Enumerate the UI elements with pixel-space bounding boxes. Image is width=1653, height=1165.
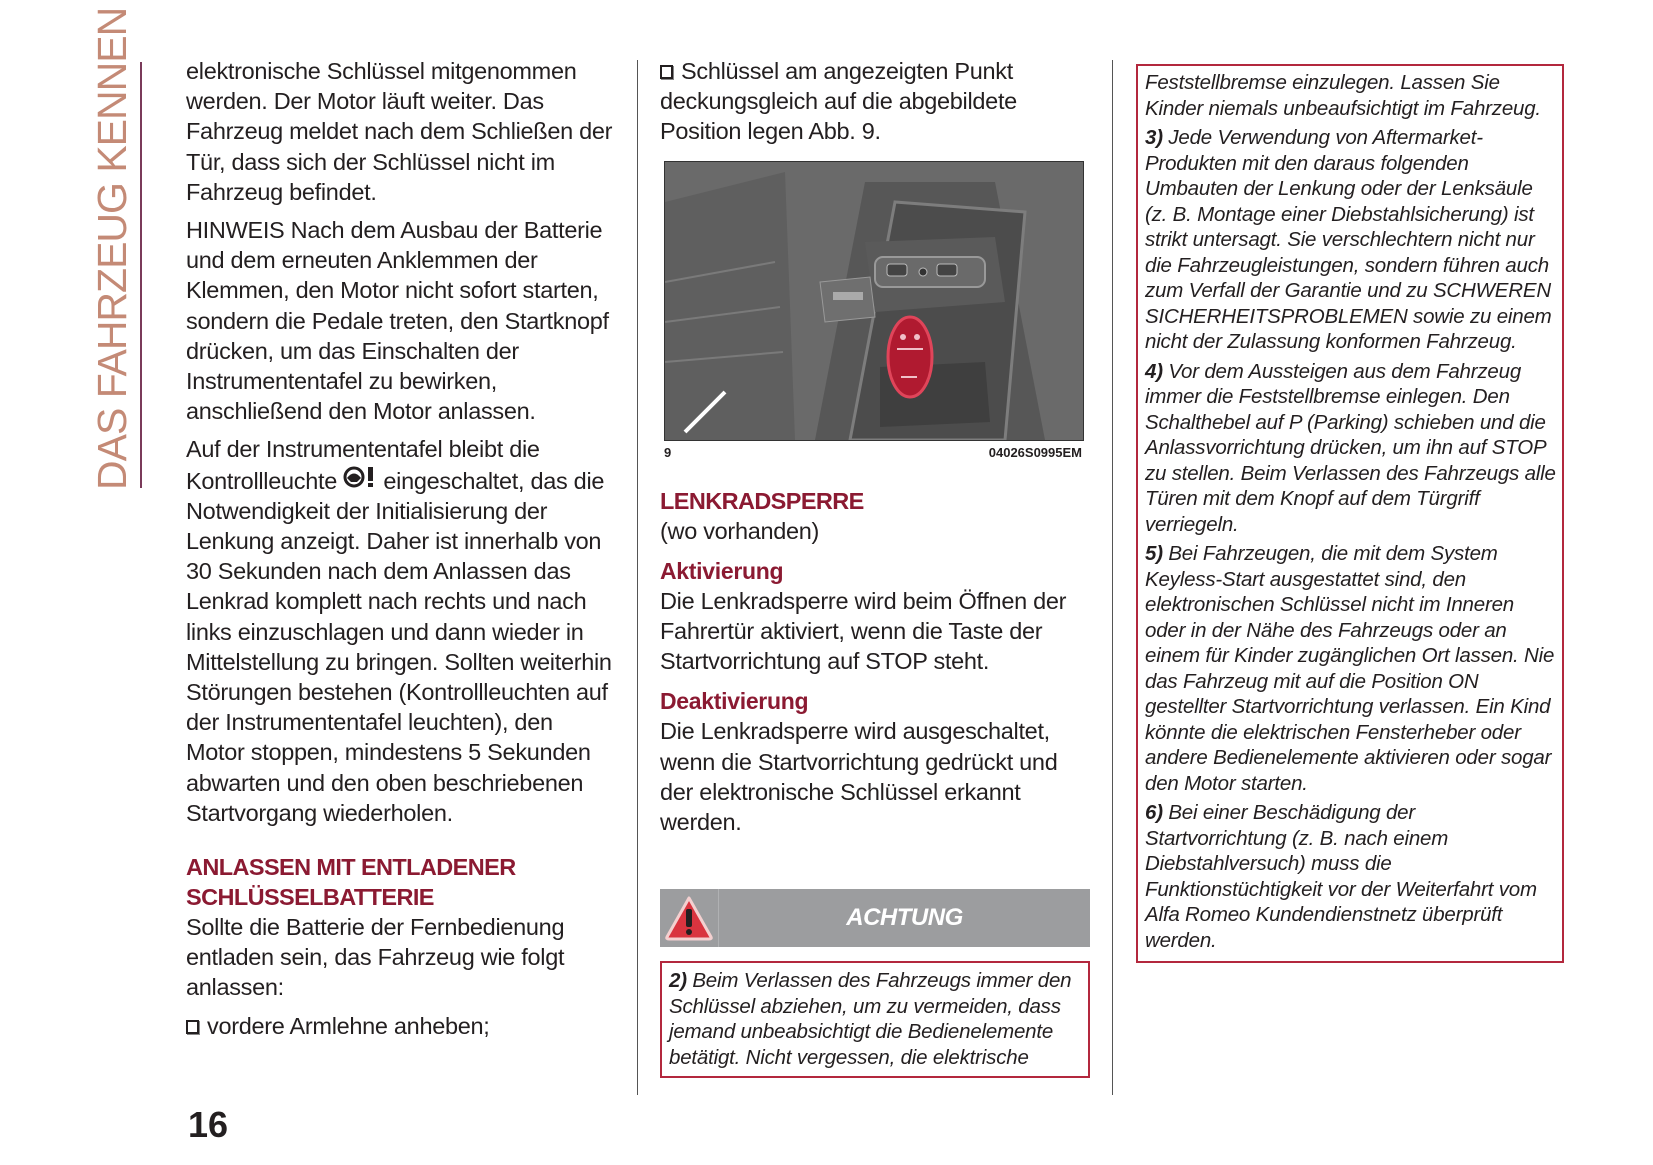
section-side-title bbox=[89, 7, 142, 490]
warning-item: 4) Vor dem Aussteigen aus dem Fahrzeug immer die Feststellbremse einlegen. Den Schalthebel auf P (Parking) schieben und die Anlassvorrichtung drücken, um ihn auf STOP zu stellen. Beim Verlassen des Fahrzeugs alle Türen mit dem Knopf auf dem Türgriff verriegeln. bbox=[1145, 359, 1556, 536]
checkbox-bullet-icon bbox=[186, 1020, 199, 1034]
side-title-text: DAS FAHRZEUG KENNEN bbox=[89, 7, 135, 490]
paragraph-hinweis: HINWEIS Nach dem Ausbau der Batterie und dem erneuten Anklemmen der Klemmen, den Motor nicht sofort starten, sondern die Pedale treten, den Startknopf drücken, um das Einschalten der Instrumententafel zu bewirken, anschließend den Motor anlassen. bbox=[186, 217, 609, 425]
warning-item: 3) Jede Verwendung von Aftermarket-Produkten mit den daraus folgenden Umbauten der Lenkung oder der Lenksäule (z. B. Montage einer Diebstahlsicherung) ist strikt untersagt. Sie verschlechtern nicht nur die Fahrzeugleistungen, sondern führen auch zum Verfall der Garantie und zu SCHWEREN SICHERHEITSPROBLEMEN sowie zu einem nicht der Zulassung konformen Fahrzeug. bbox=[1145, 126, 1552, 353]
column-2 bbox=[660, 56, 1090, 1078]
warning-item: 6) Bei einer Beschädigung der Startvorrichtung (z. B. nach einem Diebstahlversuch) muss die Funktionstüchtigkeit vor der Weiterfahrt vom Alfa Romeo Kundendienstnetz überprüft werden. bbox=[1145, 801, 1537, 952]
paragraph: Die Lenkradsperre wird beim Öffnen der Fahrertür aktiviert, wenn die Taste der Startvorrichtung auf STOP steht. bbox=[660, 587, 1067, 675]
checkbox-bullet-icon bbox=[660, 65, 673, 79]
section-heading: ANLASSEN MIT ENTLADENER SCHLÜSSELBATTERIE bbox=[186, 854, 516, 911]
warning-item: 5) Bei Fahrzeugen, die mit dem System Keyless-Start ausgestattet sind, den elektronischen Schlüssel nicht im Inneren oder in der Nähe des Fahrzeugs oder an einem für Kinder zugänglichen Ort lassen. Nie das Fahrzeug mit auf die Position ON gestellter Startvorrichtung verlassen. Ein Kind könnte die elektrischen Fensterheber oder andere Bedienelemente aktivieren oder sogar den Motor starten. bbox=[1145, 542, 1555, 795]
column-divider bbox=[1112, 60, 1113, 1095]
paragraph-warning-light: Auf der Instrumententafel bleibt die Kontrollleuchte eingeschaltet, das die Notwendigkeit der Initialisierung der Lenkung anzeigt. Daher ist innerhalb von 30 Sekunden nach dem Anlassen das Lenkrad komplett nach rechts und nach links einzuschlagen und dann wieder in Mittelstellung zu bringen. Sollten weiterhin Störungen bestehen (Kontrollleuchten auf der Instrumententafel leuchten), den Motor stoppen, mindestens 5 Sekunden abwarten und den oben beschriebenen Startvorgang wiederholen. bbox=[186, 436, 612, 826]
paragraph: Die Lenkradsperre wird ausgeschaltet, wenn die Startvorrichtung gedrückt und der elektronische Schlüssel erkannt werden. bbox=[660, 718, 1058, 836]
steering-warning-icon bbox=[343, 465, 377, 496]
column-3 bbox=[1136, 60, 1564, 963]
column-divider bbox=[637, 60, 638, 1095]
list-item: Schlüssel am angezeigten Punkt deckungsgleich auf die abgebildete Position legen Abb. 9. bbox=[660, 58, 1017, 145]
figure-caption bbox=[664, 445, 1082, 460]
side-title-rule bbox=[140, 62, 142, 488]
warning-label: ACHTUNG bbox=[846, 904, 963, 932]
warning-box-continued bbox=[1136, 64, 1564, 963]
subheading-deactivation: Deaktivierung bbox=[660, 688, 809, 715]
section-heading: LENKRADSPERRE bbox=[660, 487, 864, 514]
paragraph: Sollte die Batterie der Fernbedienung entladen sein, das Fahrzeug wie folgt anlassen: bbox=[186, 914, 565, 1001]
heading-subtitle: (wo vorhanden) bbox=[660, 517, 820, 544]
center-console-illustration bbox=[665, 162, 1083, 440]
figure-number: 9 bbox=[664, 444, 672, 460]
warning-triangle-icon bbox=[660, 889, 719, 947]
warning-continuation: Feststellbremse einzulegen. Lassen Sie Kinder niemals unbeaufsichtigt im Fahrzeug. bbox=[1145, 71, 1541, 120]
list-item: vordere Armlehne anheben; bbox=[186, 1011, 616, 1041]
warning-item: 2) Beim Verlassen des Fahrzeugs immer den Schlüssel abziehen, um zu vermeiden, dass jemand unbeabsichtigt die Bedienelemente betätigt. Nicht vergessen, die elektrische bbox=[669, 969, 1072, 1069]
column-1 bbox=[186, 56, 616, 1049]
warning-box bbox=[660, 961, 1090, 1078]
figure-key-in-console bbox=[664, 161, 1084, 441]
figure-code: 04026S0995EM bbox=[988, 444, 1082, 460]
page-number: 16 bbox=[188, 1104, 229, 1145]
warning-banner bbox=[660, 889, 1090, 947]
paragraph: elektronische Schlüssel mitgenommen werden. Der Motor läuft weiter. Das Fahrzeug meldet nach dem Schließen der Tür, dass sich der Schlüssel nicht im Fahrzeug befindet. bbox=[186, 58, 613, 205]
subheading-activation: Aktivierung bbox=[660, 557, 784, 584]
